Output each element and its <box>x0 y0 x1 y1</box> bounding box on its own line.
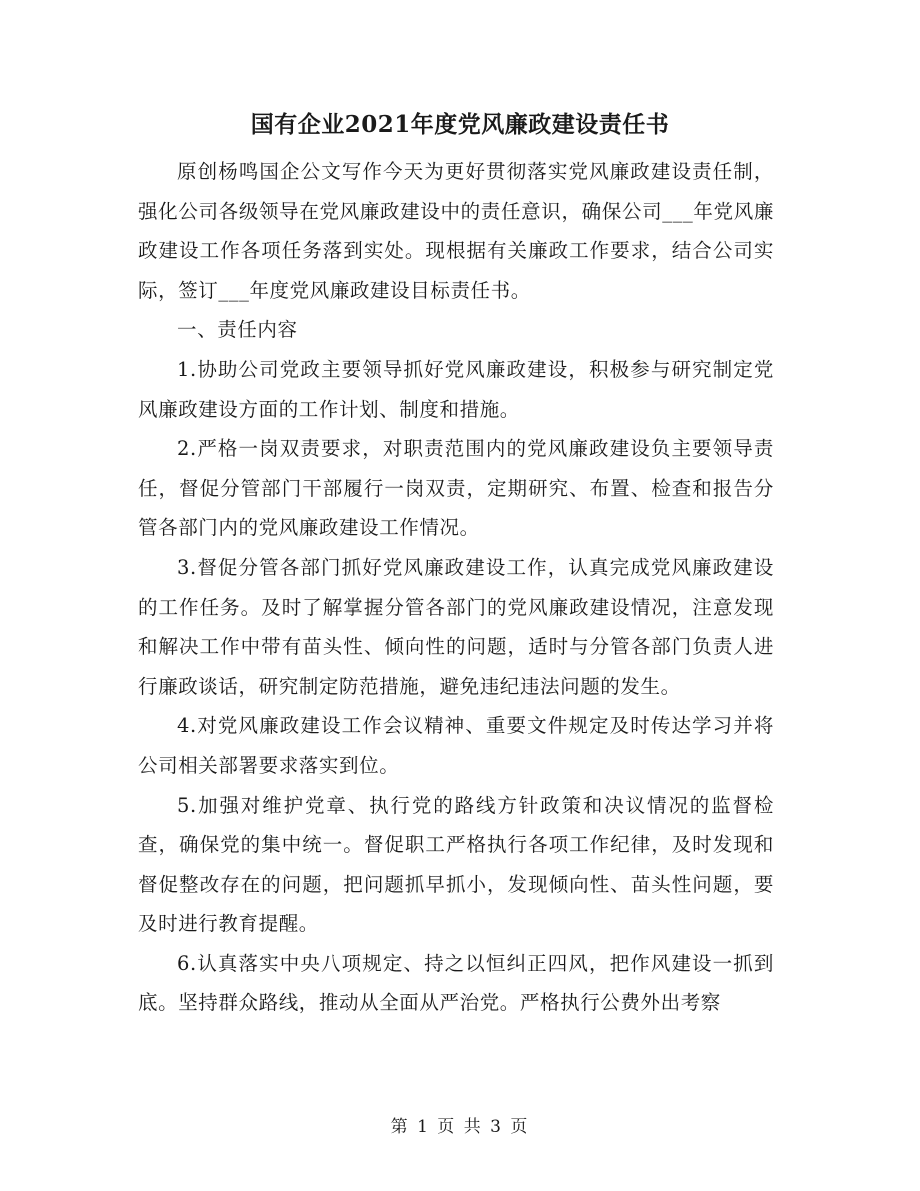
item-paragraph-6: 6.认真落实中央八项规定、持之以恒纠正四风，把作风建设一抓到底。坚持群众路线，推动从全面从严治党。严格执行公费外出考察 <box>138 951 774 1015</box>
item-paragraph-4: 4.对党风廉政建设工作会议精神、重要文件规定及时传达学习并将公司相关部署要求落实到位。 <box>138 714 774 777</box>
item-paragraph-3: 3.督促分管各部门抓好党风廉政建设工作，认真完成党风廉政建设的工作任务。及时了解掌握分管各部门的党风廉政建设情况，注意发现和解决工作中带有苗头性、倾向性的问题，适时与分管各部门负责人进行廉政谈话，研究制定防范措施，避免违纪违法问题的发生。 <box>138 555 774 698</box>
item-paragraph-2: 2.严格一岗双责要求，对职责范围内的党风廉政建设负主要领导责任，督促分管部门干部履行一岗双责，定期研究、布置、检查和报告分管各部门内的党风廉政建设工作情况。 <box>138 437 774 540</box>
item-paragraph-1: 1.协助公司党政主要领导抓好党风廉政建设，积极参与研究制定党风廉政建设方面的工作计划、制度和措施。 <box>138 357 774 421</box>
intro-paragraph: 原创杨鸣国企公文写作今天为更好贯彻落实党风廉政建设责任制，强化公司各级领导在党风廉政建设中的责任意识，确保公司___年党风廉政建设工作各项任务落到实处。现根据有关廉政工作要求，结合公司实际，签订___年度党风廉政建设目标责任书。 <box>138 160 774 302</box>
document-title: 国有企业2021年度党风廉政建设责任书 <box>250 111 670 138</box>
document-body <box>138 152 774 1023</box>
item-paragraph-5: 5.加强对维护党章、执行党的路线方针政策和决议情况的监督检查，确保党的集中统一。督促职工严格执行各项工作纪律，及时发现和督促整改存在的问题，把问题抓早抓小，发现倾向性、苗头性问题，要及时进行教育提醒。 <box>138 793 774 936</box>
section-heading: 一、责任内容 <box>177 318 298 342</box>
page-number-footer: 第 1 页 共 3 页 <box>390 1117 530 1137</box>
